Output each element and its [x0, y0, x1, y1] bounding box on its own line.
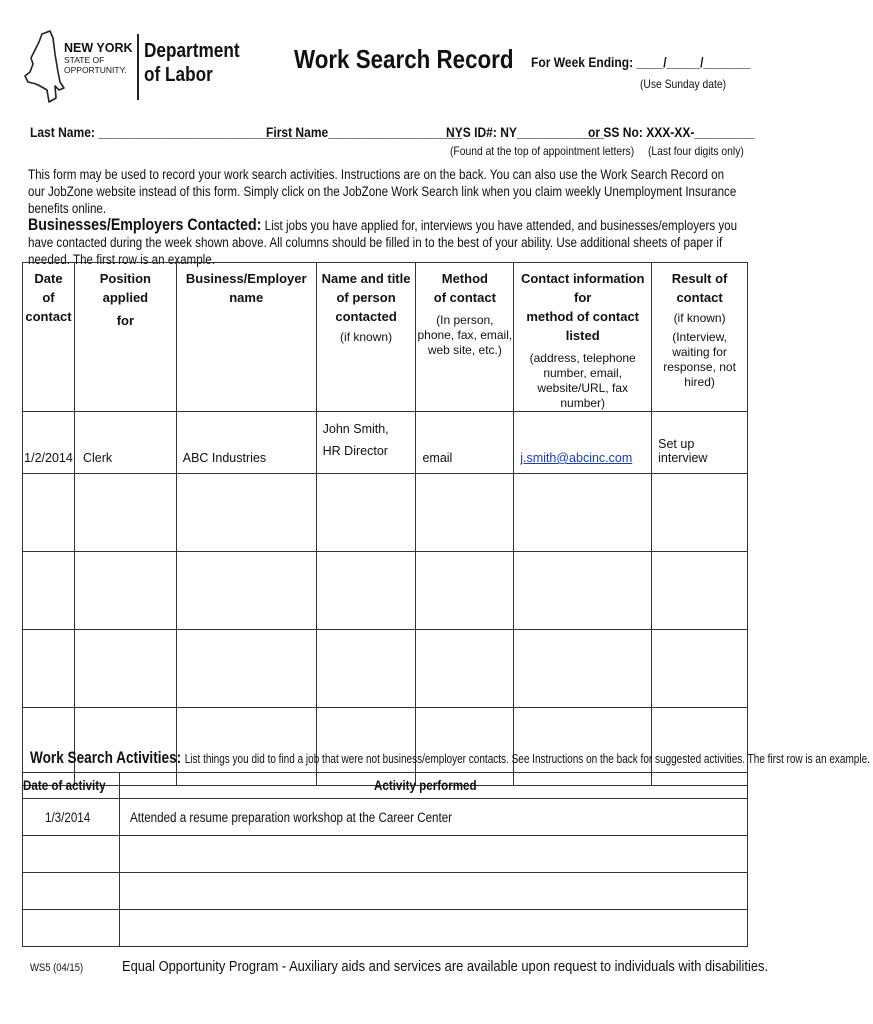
activities-table: [22, 772, 748, 947]
col-result-l1: Result of contact: [671, 271, 728, 305]
activities-section-intro: [30, 748, 870, 768]
activities-heading: Work Search Activities:: [30, 748, 182, 767]
form-id-text: WS5 (04/15): [30, 962, 84, 974]
col-person-sub: (if known): [340, 330, 393, 344]
entry-cell[interactable]: [514, 552, 652, 630]
page-title: [294, 44, 549, 75]
example-contact-link[interactable]: j.smith@abcinc.com: [520, 451, 633, 465]
example-date: 1/2/2014: [23, 412, 75, 474]
logo-of-labor: [144, 64, 224, 86]
intro-paragraph: This form may be used to record your work search activities. Instructions are on the back. You can also use the Work Search Record on our JobZone website instead of this form. Simply click on the JobZone Work Search link when you claim weekly Unemployment Insurance benefits online.: [28, 167, 737, 216]
logo-of-labor-text: of Labor: [144, 64, 213, 86]
example-activity-date: [23, 799, 120, 836]
employers-example-row: [23, 412, 748, 474]
example-contact-info: [514, 412, 652, 474]
entry-cell[interactable]: [23, 836, 120, 873]
col-date-l3: contact: [25, 309, 72, 324]
col-activity-performed-header: [120, 773, 748, 799]
col-activity-date-header: [23, 773, 120, 799]
col-activity-date-text: Date of activity: [23, 778, 106, 793]
entry-cell[interactable]: [23, 552, 75, 630]
week-ending-hint: [640, 77, 740, 91]
logo-new-york: NEW YORK: [64, 41, 133, 55]
entry-cell[interactable]: [416, 552, 514, 630]
activities-header-row: [23, 773, 748, 799]
col-contact-info-l1: Contact information for: [520, 271, 645, 305]
new-york-state-map-icon: [22, 28, 66, 106]
employer-entry-row[interactable]: [23, 552, 748, 630]
activities-example-row: [23, 799, 748, 836]
equal-opportunity-notice: [122, 958, 873, 975]
logo-state-of: STATE OF: [64, 55, 105, 65]
col-person-header: [316, 263, 416, 412]
entry-cell[interactable]: [120, 873, 748, 910]
example-person-name: John Smith,: [322, 422, 389, 436]
equal-opportunity-text: Equal Opportunity Program - Auxiliary aids and services are available upon request to individuals with disabilities.: [122, 958, 769, 975]
form-id: [30, 962, 92, 974]
col-date-l1: Date: [34, 271, 63, 286]
nys-dol-logo: [22, 28, 240, 106]
col-position-header: [74, 263, 176, 412]
example-result: Set up interview: [652, 412, 748, 474]
employers-table: [22, 262, 748, 786]
ss-hint-text: (Last four digits only): [648, 144, 744, 158]
col-person-l2: of person: [336, 290, 396, 305]
example-business: ABC Industries: [176, 412, 316, 474]
logo-department-text: Department: [144, 40, 240, 62]
activity-entry-row[interactable]: [23, 836, 748, 873]
col-position-l2: applied: [102, 290, 149, 305]
entry-cell[interactable]: [316, 552, 416, 630]
entry-cell[interactable]: [23, 474, 75, 552]
col-contact-info-header: [514, 263, 652, 412]
activities-instruction: List things you did to find a job that were not business/employer contacts. See Instructions on the back for suggested activities. The first row is an example.: [184, 752, 870, 766]
entry-cell[interactable]: [74, 630, 176, 708]
entry-cell[interactable]: [514, 474, 652, 552]
example-activity-text: Attended a resume preparation workshop at the Career Center: [130, 809, 453, 825]
employers-instruction: List jobs you have applied for, interviews you have attended, and businesses/employers you have contacted during the week shown above. All columns should be filled in to the best of your ability. Use additional sheets of paper if needed. The first row is an example.: [28, 218, 738, 267]
col-result-sub: (Interview, waiting for response, not hired): [663, 330, 736, 389]
entry-cell[interactable]: [652, 630, 748, 708]
week-ending-field[interactable]: [531, 54, 786, 70]
last-name-label: Last Name: _______________________________: [30, 124, 306, 140]
col-business-header: [176, 263, 316, 412]
col-method-l1: Method: [441, 271, 488, 286]
example-method: email: [416, 412, 514, 474]
entry-cell[interactable]: [23, 873, 120, 910]
col-date-header: [23, 263, 75, 412]
activity-entry-row[interactable]: [23, 873, 748, 910]
entry-cell[interactable]: [652, 552, 748, 630]
entry-cell[interactable]: [416, 474, 514, 552]
entry-cell[interactable]: [74, 474, 176, 552]
entry-cell[interactable]: [74, 552, 176, 630]
col-position-l3: for: [116, 313, 135, 328]
week-ending-label: For Week Ending: ____/_____/_______: [531, 54, 751, 70]
employers-section-intro: [28, 217, 747, 268]
entry-cell[interactable]: [120, 910, 748, 947]
example-activity: [120, 799, 748, 836]
nys-id-hint: [450, 144, 664, 158]
col-person-l1: Name and title: [321, 271, 411, 286]
page-title-text: Work Search Record: [294, 44, 514, 74]
col-business-l1: Business/Employer: [185, 271, 307, 286]
col-activity-performed-text: Activity performed: [373, 778, 477, 793]
col-result-l2: (if known): [673, 311, 726, 325]
col-method-sub: (In person, phone, fax, email, web site, etc.): [417, 313, 513, 357]
col-method-header: [416, 263, 514, 412]
col-result-header: [652, 263, 748, 412]
employer-entry-row[interactable]: [23, 630, 748, 708]
example-activity-date-text: 1/3/2014: [44, 809, 90, 825]
example-person: [316, 412, 416, 474]
entry-cell[interactable]: [316, 630, 416, 708]
employers-header-row: [23, 263, 748, 412]
example-position: Clerk: [74, 412, 176, 474]
col-position-l1: Position: [99, 271, 151, 286]
col-contact-info-sub: (address, telephone number, email, website/URL, fax number): [529, 351, 636, 410]
entry-cell[interactable]: [416, 630, 514, 708]
ss-hint: [648, 144, 759, 158]
entry-cell[interactable]: [176, 474, 316, 552]
entry-cell[interactable]: [176, 630, 316, 708]
example-person-title: HR Director: [322, 444, 388, 458]
entry-cell[interactable]: [23, 910, 120, 947]
nys-id-hint-text: (Found at the top of appointment letters): [450, 144, 635, 158]
logo-divider: [137, 34, 139, 100]
logo-opportunity: OPPORTUNITY.: [64, 65, 127, 75]
entry-cell[interactable]: [120, 836, 748, 873]
ss-no-field[interactable]: [588, 124, 782, 140]
entry-cell[interactable]: [514, 630, 652, 708]
activity-entry-row[interactable]: [23, 910, 748, 947]
logo-department: [144, 40, 255, 62]
col-contact-info-l2: method of contact listed: [526, 309, 640, 343]
entry-cell[interactable]: [23, 630, 75, 708]
employers-heading: Businesses/Employers Contacted:: [28, 216, 262, 234]
week-ending-hint-text: (Use Sunday date): [640, 77, 727, 91]
nys-id-label: NYS ID#: NY_____________: [446, 124, 604, 140]
entry-cell[interactable]: [316, 474, 416, 552]
col-method-l2: of contact: [433, 290, 496, 305]
entry-cell[interactable]: [652, 474, 748, 552]
col-business-l2: name: [229, 290, 264, 305]
col-date-l2: of: [42, 290, 55, 305]
first-name-label: First Name____________________: [266, 124, 463, 140]
ss-no-label: or SS No: XXX-XX-_________: [588, 124, 755, 140]
col-person-l3: contacted: [335, 309, 397, 324]
employer-entry-row[interactable]: [23, 474, 748, 552]
entry-cell[interactable]: [176, 552, 316, 630]
